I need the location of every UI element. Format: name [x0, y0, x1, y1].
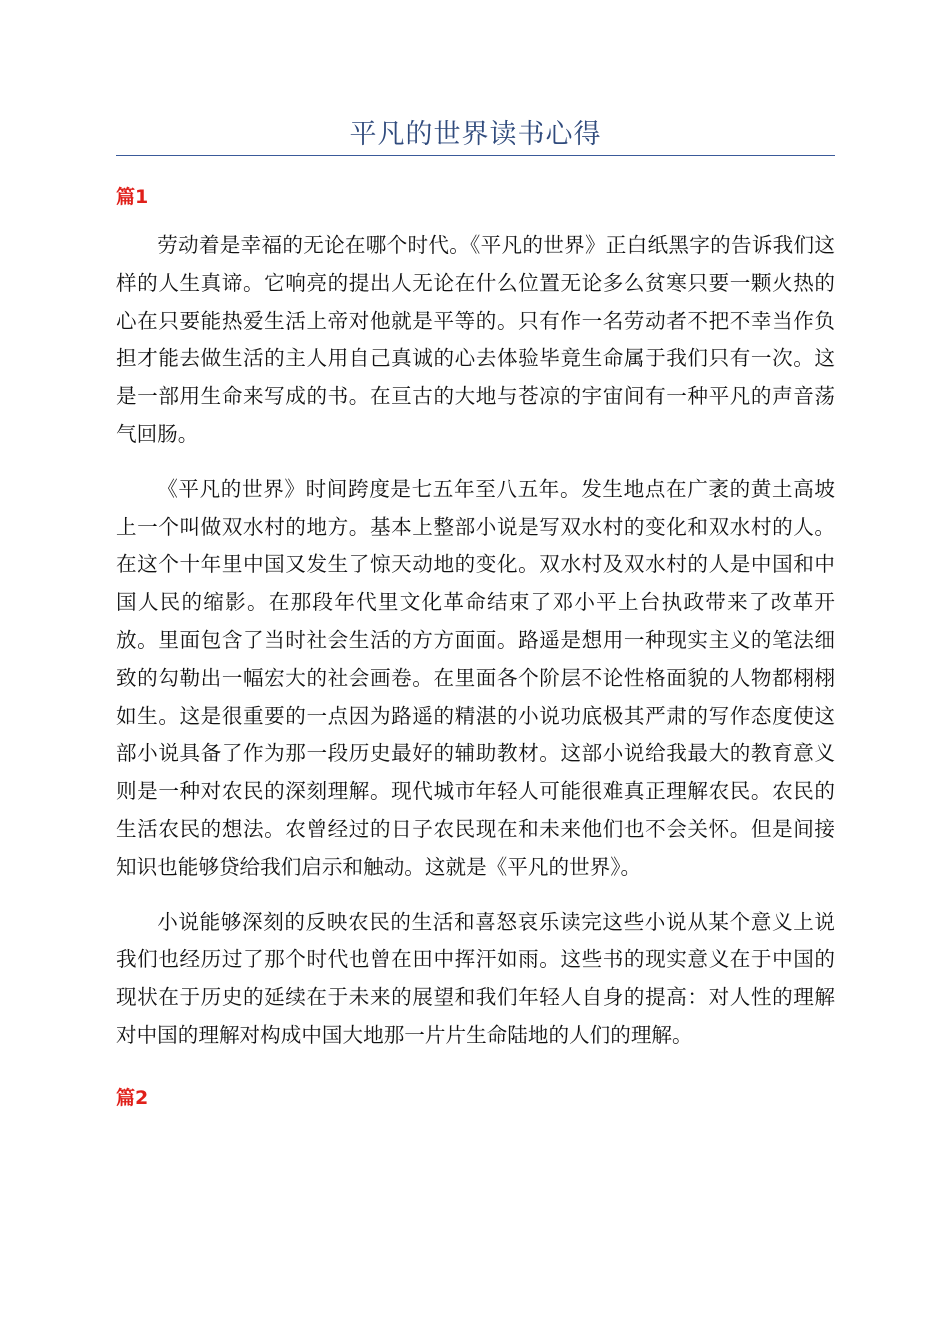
body-paragraph-2: 《平凡的世界》时间跨度是七五年至八五年。发生地点在广袤的黄土高坡上一个叫做双水村的地方。基本上整部小说是写双水村的变化和双水村的人。在这个十年里中国又发生了惊天动地的变化。双水村及双水村的人是中国和中国人民的缩影。在那段年代里文化革命结束了邓小平上台执政带来了改革开放。里面包含了当时社会生活的方方面面。路遥是想用一种现实主义的笔法细致的勾勒出一幅宏大的社会画卷。在里面各个阶层不论性格面貌的人物都栩栩如生。这是很重要的一点因为路遥的精湛的小说功底极其严肃的写作态度使这部小说具备了作为那一段历史最好的辅助教材。这部小说给我最大的教育意义则是一种对农民的深刻理解。现代城市年轻人可能很难真正理解农民。农民的生活农民的想法。农曾经过的日子农民现在和未来他们也不会关怀。但是间接知识也能够贷给我们启示和触动。这就是《平凡的世界》。 [116, 476, 835, 879]
body-paragraph-1: 劳动着是幸福的无论在哪个时代。《平凡的世界》正白纸黑字的告诉我们这样的人生真谛。它响亮的提出人无论在什么位置无论多么贫寒只要一颗火热的心在只要能热爱生活上帝对他就是平等的。只有作一名劳动者不把不幸当作负担才能去做生活的主人用自己真诚的心去体验毕竟生命属于我们只有一次。这是一部用生命来写成的书。在亘古的大地与苍凉的宇宙间有一种平凡的声音荡气回肠。 [116, 233, 835, 446]
section-heading-2: 篇2 [116, 1086, 149, 1109]
document-title: 平凡的世界读书心得 [349, 119, 602, 150]
body-paragraph-3: 小说能够深刻的反映农民的生活和喜怒哀乐读完这些小说从某个意义上说我们也经历过了那个时代也曾在田中挥汗如雨。这些书的现实意义在于中国的现状在于历史的延续在于未来的展望和我们年轻人自身的提高：对人性的理解对中国的理解对构成中国大地那一片片生命陆地的人们的理解。 [116, 909, 835, 1047]
section-heading-1: 篇1 [116, 186, 149, 208]
title-divider [116, 155, 835, 156]
document-page [116, 0, 835, 1111]
